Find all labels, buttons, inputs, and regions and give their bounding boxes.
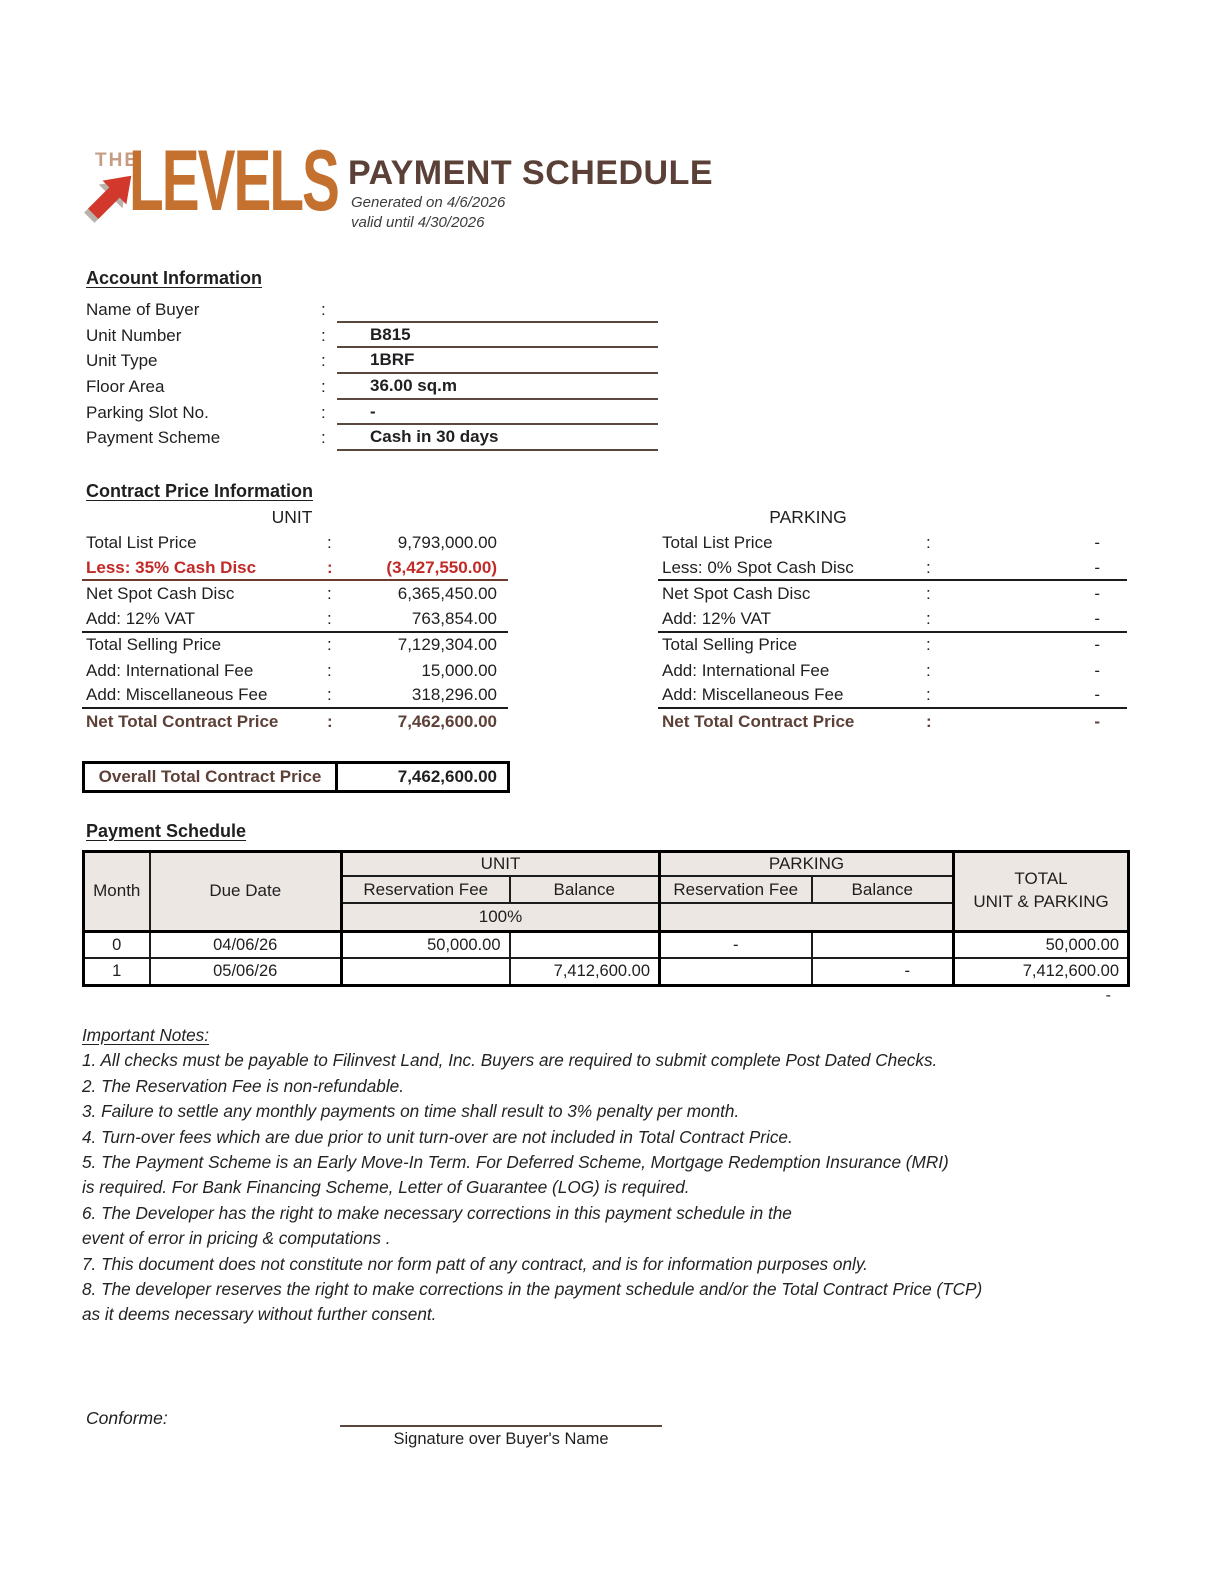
note-line-6: 6. The Developer has the right to make necessary corrections in this payment schedule in the	[82, 1202, 792, 1223]
due-date-cell: 04/06/26	[150, 931, 342, 958]
schedule-row-1	[84, 958, 1129, 985]
colon: :	[327, 532, 332, 552]
col-group-parking: PARKING	[660, 851, 954, 876]
col-header-parking-balance: Balance	[812, 876, 954, 903]
unit-row-international-fee	[82, 658, 508, 684]
important-notes-heading: Important Notes:	[82, 1024, 210, 1045]
colon: :	[321, 402, 326, 422]
row-value: 7,462,600.00	[397, 712, 497, 732]
account-information-heading: Account Information	[86, 268, 262, 288]
col-header-month: Month	[84, 851, 150, 931]
colon: :	[321, 325, 326, 345]
unit-percent-subheader: 100%	[342, 903, 660, 931]
account-row-payment-scheme	[82, 425, 1127, 451]
parking-row-net-total-contract-price	[658, 709, 1127, 735]
valid-until-date: valid until 4/30/2026	[351, 213, 485, 231]
page-title: PAYMENT SCHEDULE	[348, 154, 714, 192]
row-value: 763,854.00	[411, 608, 497, 628]
colon: :	[327, 660, 332, 680]
col-header-total	[954, 851, 1129, 931]
row-label: Net Total Contract Price	[662, 712, 855, 732]
total-cell: 50,000.00	[954, 931, 1129, 958]
parking-row-miscellaneous-fee	[658, 684, 1127, 710]
row-label: Net Spot Cash Disc	[662, 584, 811, 604]
row-label: Net Total Contract Price	[86, 712, 279, 732]
conforme-section	[82, 1408, 1127, 1488]
unit-row-total-list-price	[82, 530, 508, 556]
field-label: Name of Buyer	[86, 299, 200, 319]
unit-reservation-cell	[342, 958, 510, 985]
parking-row-total-list-price	[658, 530, 1127, 556]
note-line-6b: event of error in pricing & computations .	[82, 1228, 391, 1249]
unit-row-cash-discount	[82, 556, 508, 582]
colon: :	[321, 351, 326, 371]
schedule-row-0	[84, 931, 1129, 958]
signature-block	[340, 1425, 662, 1449]
total-line-1: TOTAL	[1014, 869, 1068, 889]
row-value: 6,365,450.00	[397, 584, 497, 604]
important-notes-section	[82, 1023, 1127, 1328]
field-label: Unit Number	[86, 325, 182, 345]
payment-scheme-field: Cash in 30 days	[337, 425, 658, 451]
note-line-8: 8. The developer reserves the right to make corrections in the payment schedule and/or the Total Contract Price (TCP)	[82, 1278, 983, 1299]
colon: :	[926, 635, 931, 655]
field-label: Floor Area	[86, 376, 165, 396]
month-cell: 0	[84, 931, 150, 958]
row-label: Total Selling Price	[662, 635, 798, 655]
unit-row-total-selling-price	[82, 633, 508, 659]
row-value: -	[1094, 712, 1100, 732]
note-line-3: 3. Failure to settle any monthly payments on time shall result to 3% penalty per month.	[82, 1101, 740, 1122]
note-line-5b: is required. For Bank Financing Scheme, Letter of Guarantee (LOG) is required.	[82, 1177, 690, 1198]
stray-dash: -	[1105, 986, 1111, 1004]
logo-the-text: THE	[95, 150, 139, 171]
parking-column-title: PARKING	[769, 507, 847, 528]
row-label: Add: Miscellaneous Fee	[86, 685, 268, 705]
colon: :	[327, 608, 332, 628]
row-label: Add: International Fee	[662, 660, 830, 680]
note-line-8b: as it deems necessary without further consent.	[82, 1304, 437, 1325]
colon: :	[926, 557, 931, 577]
colon: :	[327, 557, 333, 577]
row-value: 318,296.00	[411, 685, 497, 705]
col-header-due-date: Due Date	[150, 851, 342, 931]
floor-area-field: 36.00 sq.m	[337, 374, 658, 400]
colon: :	[321, 428, 326, 448]
month-cell: 1	[84, 958, 150, 985]
colon: :	[327, 712, 333, 732]
parking-row-international-fee	[658, 658, 1127, 684]
parking-reservation-cell: -	[660, 931, 812, 958]
due-date-cell: 05/06/26	[150, 958, 342, 985]
document-header	[82, 133, 1127, 232]
colon: :	[926, 532, 931, 552]
unit-number-field: B815	[337, 323, 658, 349]
payment-schedule-table	[82, 850, 1130, 987]
parking-row-spot-cash-discount	[658, 556, 1127, 582]
field-label: Parking Slot No.	[86, 402, 209, 422]
note-line-2: 2. The Reservation Fee is non-refundable.	[82, 1075, 404, 1096]
overall-total-box	[82, 761, 510, 793]
note-line-5: 5. The Payment Scheme is an Early Move-In Term. For Deferred Scheme, Mortgage Redemption Insurance (MRI)	[82, 1151, 949, 1172]
col-header-unit-balance: Balance	[510, 876, 660, 903]
contract-price-heading: Contract Price Information	[86, 481, 314, 502]
row-label: Total List Price	[86, 532, 197, 552]
row-value: -	[1094, 660, 1100, 680]
parking-row-total-selling-price	[658, 633, 1127, 659]
row-value: (3,427,550.00)	[386, 557, 497, 577]
unit-balance-cell: 7,412,600.00	[510, 958, 660, 985]
colon: :	[321, 376, 326, 396]
parking-balance-cell: -	[812, 958, 954, 985]
row-label: Less: 35% Cash Disc	[86, 557, 257, 577]
row-label: Add: 12% VAT	[86, 608, 195, 628]
row-label: Add: International Fee	[86, 660, 254, 680]
row-label: Add: Miscellaneous Fee	[662, 685, 844, 705]
parking-row-net-spot-cash	[658, 581, 1127, 607]
account-information-section	[82, 268, 1127, 451]
title-block	[348, 148, 713, 232]
colon: :	[926, 685, 931, 705]
conforme-label: Conforme:	[86, 1407, 168, 1428]
field-label: Unit Type	[86, 351, 158, 371]
colon: :	[327, 584, 332, 604]
row-label: Total Selling Price	[86, 635, 222, 655]
overall-total-value: 7,462,600.00	[397, 766, 497, 786]
unit-reservation-cell: 50,000.00	[342, 931, 510, 958]
account-row-parking-slot	[82, 400, 1127, 426]
logo-levels-text: LEVELS	[129, 133, 338, 229]
account-row-unit-number	[82, 323, 1127, 349]
generated-date: Generated on 4/6/2026	[351, 194, 506, 211]
row-value: -	[1094, 557, 1100, 577]
unit-row-net-spot-cash	[82, 581, 508, 607]
colon: :	[926, 712, 932, 732]
row-value: 7,129,304.00	[397, 635, 497, 655]
unit-row-vat	[82, 607, 508, 633]
unit-balance-cell	[510, 931, 660, 958]
row-label: Net Spot Cash Disc	[86, 584, 235, 604]
parking-slot-field: -	[337, 400, 658, 426]
unit-row-miscellaneous-fee	[82, 684, 508, 710]
account-fields	[82, 297, 1127, 451]
row-label: Less: 0% Spot Cash Disc	[662, 557, 854, 577]
row-label: Add: 12% VAT	[662, 608, 771, 628]
colon: :	[926, 608, 931, 628]
colon: :	[327, 635, 332, 655]
row-value: -	[1094, 608, 1100, 628]
unit-column-title: UNIT	[271, 507, 313, 528]
colon: :	[926, 660, 931, 680]
contract-price-section	[82, 481, 1127, 735]
account-row-floor-area	[82, 374, 1127, 400]
the-levels-logo	[82, 133, 338, 229]
col-group-unit: UNIT	[342, 851, 660, 876]
parking-balance-cell	[812, 931, 954, 958]
total-line-2: UNIT & PARKING	[973, 892, 1109, 912]
field-label: Payment Scheme	[86, 428, 221, 448]
row-value: -	[1094, 685, 1100, 705]
note-line-4: 4. Turn-over fees which are due prior to unit turn-over are not included in Total Contract Price.	[82, 1126, 793, 1147]
unit-type-field: 1BRF	[337, 348, 658, 374]
row-value: -	[1094, 584, 1100, 604]
payment-schedule-heading: Payment Schedule	[86, 820, 247, 841]
overall-total-label: Overall Total Contract Price	[85, 764, 338, 790]
parking-reservation-cell	[660, 958, 812, 985]
parking-blank-subheader	[660, 903, 954, 931]
col-header-parking-reservation-fee: Reservation Fee	[660, 876, 812, 903]
note-line-1: 1. All checks must be payable to Filinvest Land, Inc. Buyers are required to submit complete Post Dated Checks.	[82, 1050, 938, 1071]
row-value: 15,000.00	[421, 660, 497, 680]
buyer-name-field	[337, 297, 658, 323]
col-header-unit-reservation-fee: Reservation Fee	[342, 876, 510, 903]
unit-row-net-total-contract-price	[82, 709, 508, 735]
total-cell: 7,412,600.00	[954, 958, 1129, 985]
row-value: -	[1094, 635, 1100, 655]
unit-price-column	[82, 504, 508, 735]
parking-row-vat	[658, 607, 1127, 633]
colon: :	[321, 299, 326, 319]
account-row-unit-type	[82, 348, 1127, 374]
colon: :	[926, 584, 931, 604]
account-row-buyer	[82, 297, 1127, 323]
row-label: Total List Price	[662, 532, 773, 552]
row-value: -	[1094, 532, 1100, 552]
parking-price-column	[658, 504, 1127, 735]
row-value: 9,793,000.00	[397, 532, 497, 552]
payment-schedule-section	[82, 821, 1127, 1009]
signature-caption: Signature over Buyer's Name	[393, 1429, 609, 1448]
note-line-7: 7. This document does not constitute nor form patt of any contract, and is for information purposes only.	[82, 1253, 868, 1274]
colon: :	[327, 685, 332, 705]
